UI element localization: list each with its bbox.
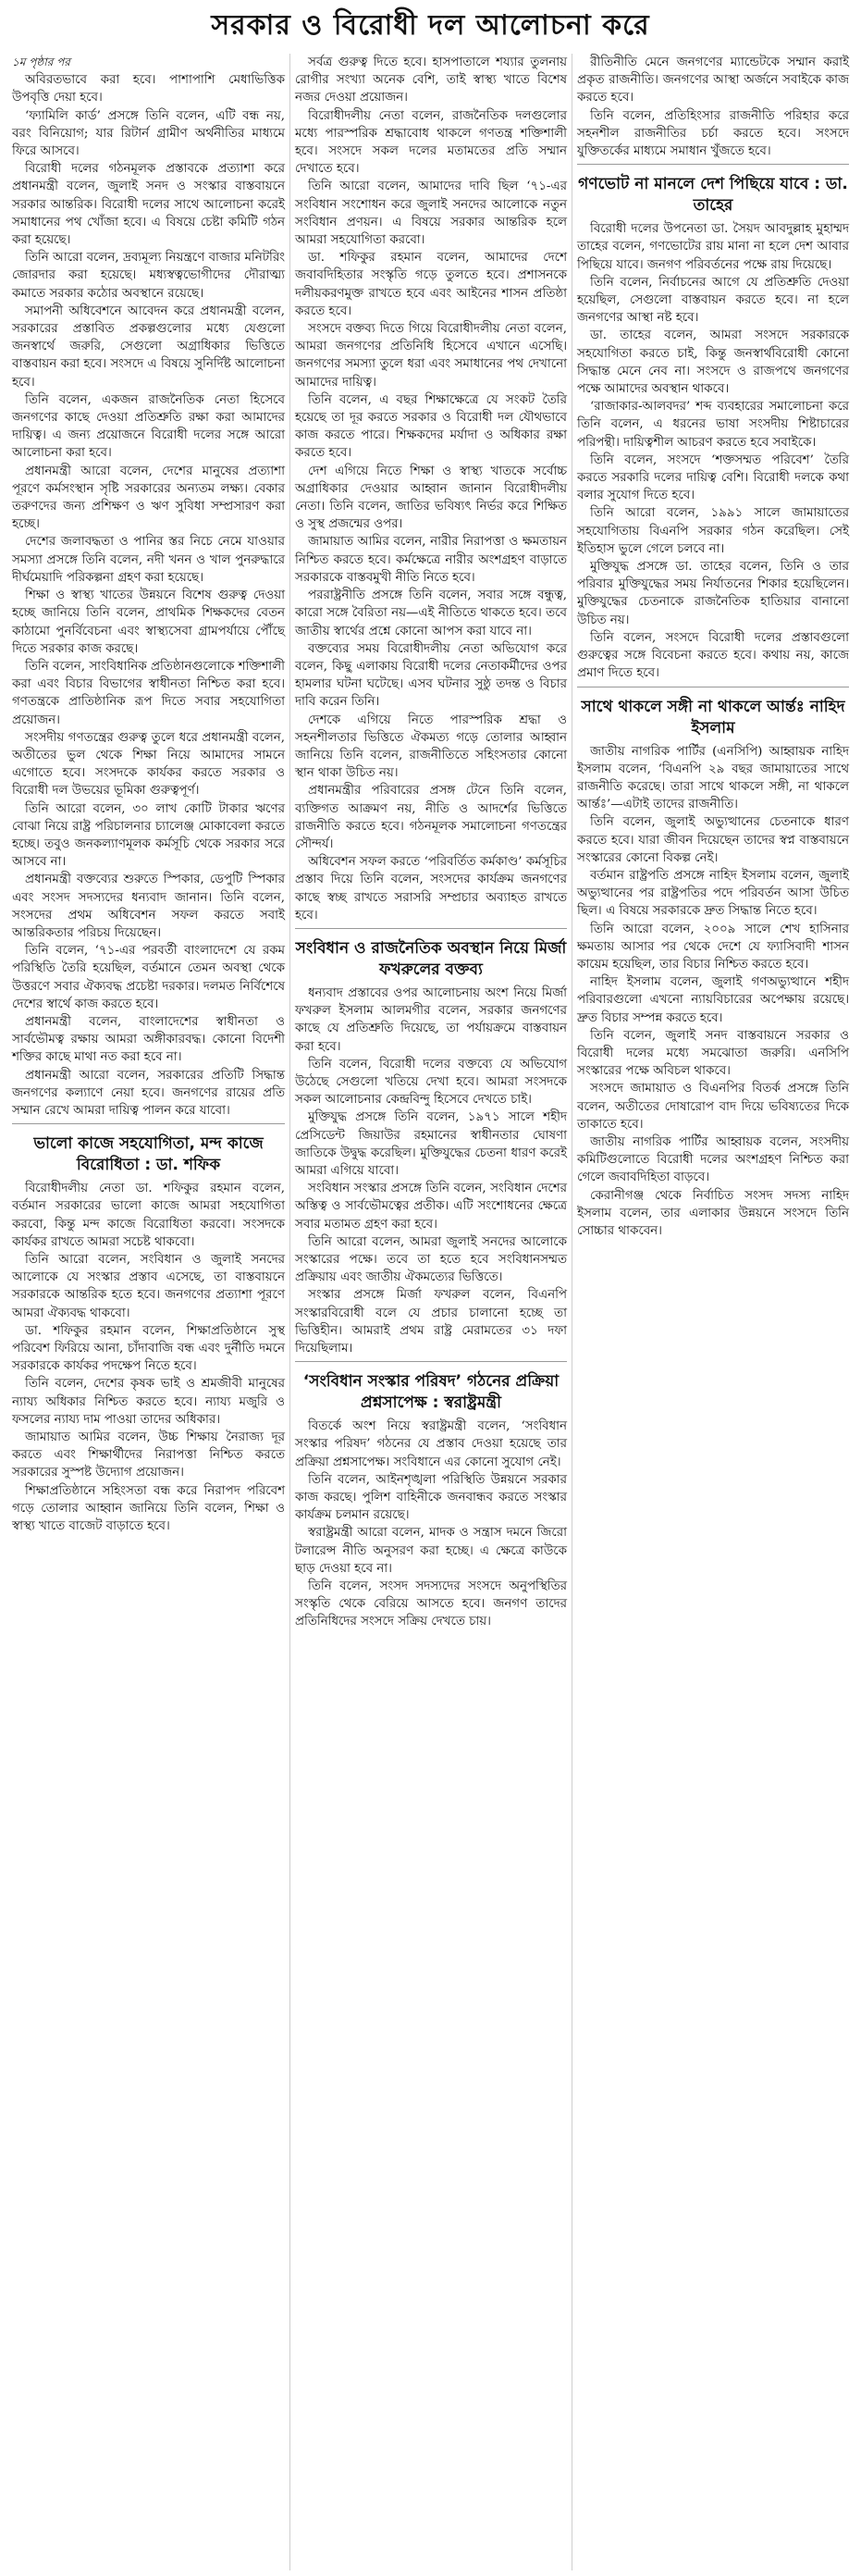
paragraph: দেশের জলাবদ্ধতা ও পানির স্তর নিচে নেমে যাওয়ার সমস্যা প্রসঙ্গে তিনি বলেন, নদী খনন ও খাল পুনরুদ্ধারে দীর্ঘমেয়াদি পরিকল্পনা গ্রহণ করা হয়েছে। xyxy=(12,535,285,585)
paragraph: সংসদে জামায়াত ও বিএনপির বিতর্ক প্রসঙ্গে তিনি বলেন, অতীতের দোষারোপ বাদ দিয়ে ভবিষ্যতের দিকে তাকাতে হবে। xyxy=(577,1082,849,1132)
paragraph: সর্বত্র গুরুত্ব দিতে হবে। হাসপাতালে শয্যার তুলনায় রোগীর সংখ্যা অনেক বেশি, তাই স্বাস্থ্য খাতে বিশেষ নজর দেওয়া প্রয়োজন। xyxy=(295,56,567,105)
paragraph: তিনি বলেন, নির্বাচনের আগে যে প্রতিশ্রুতি দেওয়া হয়েছিল, সেগুলো বাস্তবায়ন করতে হবে। না হলে জনগণের আস্থা নষ্ট হবে। xyxy=(577,275,849,326)
article-headline: সরকার ও বিরোধী দল আলোচনা করে xyxy=(211,9,650,42)
column-3 xyxy=(572,54,854,2570)
column-1 xyxy=(7,54,289,2570)
paragraph: অবিরতভাবে করা হবে। পাশাপাশি মেধাভিত্তিক উপবৃত্তি দেয়া হবে। xyxy=(12,73,285,105)
paragraph: ‘রাজাকার-আলবদর’ শব্দ ব্যবহারের সমালোচনা করে তিনি বলেন, এ ধরনের ভাষা সংসদীয় শিষ্টাচারের পরিপন্থী। দায়িত্বশীল আচরণ করতে হবে সবাইকে। xyxy=(577,400,849,450)
paragraph: স্বরাষ্ট্রমন্ত্রী আরো বলেন, মাদক ও সন্ত্রাস দমনে জিরো টলারেন্স নীতি অনুসরণ করা হচ্ছে। এ ক্ষেত্রে কাউকে ছাড় দেওয়া হবে না। xyxy=(295,1526,567,1576)
subsection-fakhrul xyxy=(295,928,567,1357)
paragraph: জাতীয় নাগরিক পার্টির আহ্বায়ক বলেন, সংসদীয় কমিটিগুলোতে বিরোধী দলের অংশগ্রহণ নিশ্চিত করা গেলে জবাবদিহিতা বাড়বে। xyxy=(577,1134,849,1185)
paragraph: তিনি বলেন, জুলাই অভ্যুত্থানের চেতনাকে ধারণ করতে হবে। যারা জীবন দিয়েছেন তাদের স্বপ্ন বাস্তবায়নে সংস্কারের কোনো বিকল্প নেই। xyxy=(577,815,849,865)
paragraph: সমাপনী অধিবেশনে আবেদন করে প্রধানমন্ত্রী বলেন, সরকারের প্রস্তাবিত প্রকল্পগুলোর মধ্যে যেগুলো জনস্বার্থে জরুরি, সেগুলো অগ্রাধিকার ভিত্তিতে বাস্তবায়ন করা হবে। সংসদে এ বিষয়ে সুনির্দিষ্ট আলোচনা হবে। xyxy=(12,303,285,390)
paragraph: প্রধানমন্ত্রী বলেন, বাংলাদেশের স্বাধীনতা ও সার্বভৌমত্ব রক্ষায় আমরা অঙ্গীকারবদ্ধ। কোনো বিদেশী শক্তির কাছে মাথা নত করা হবে না। xyxy=(12,1014,285,1065)
continued-from-label: ১ম পৃষ্ঠার পর xyxy=(12,56,70,68)
paragraph: তিনি আরো বলেন, আমাদের দাবি ছিল ‘৭১-এর সংবিধান সংশোধন করে জুলাই সনদের আলোকে নতুন সংবিধান প্রণয়ন। এ বিষয়ে সরকার আন্তরিক হলে আমরা সহযোগিতা করবো। xyxy=(295,180,567,248)
paragraph: তিনি আরো বলেন, ১৯৯১ সালে জামায়াতের সহযোগিতায় বিএনপি সরকার গঠন করেছিল। সেই ইতিহাস ভুলে গেলে চলবে না। xyxy=(577,506,849,556)
subheading: ভালো কাজে সহযোগিতা, মন্দ কাজে বিরোধিতা : ডা. শফিক xyxy=(33,1134,264,1175)
paragraph: প্রধানমন্ত্রী আরো বলেন, সরকারের প্রতিটি সিদ্ধান্ত জনগণের কল্যাণে নেয়া হবে। জনগণের রায়ের প্রতি সম্মান রেখে আমরা দায়িত্ব পালন করে যাবো। xyxy=(12,1068,285,1118)
paragraph: তিনি আরো বলেন, দ্রব্যমূল্য নিয়ন্ত্রণে বাজার মনিটরিং জোরদার করা হয়েছে। মধ্যস্বত্বভোগীদের দৌরাত্ম্য কমাতে সরকার কঠোর অবস্থানে রয়েছে। xyxy=(12,251,285,301)
paragraph: জামায়াত আমির বলেন, উচ্চ শিক্ষায় নৈরাজ্য দূর করতে এবং শিক্ষার্থীদের নিরাপত্তা নিশ্চিত করতে সরকারের সুস্পষ্ট উদ্যোগ প্রয়োজন। xyxy=(12,1430,285,1480)
subheading: গণভোট না মানলে দেশ পিছিয়ে যাবে : ডা. তাহের xyxy=(578,175,848,216)
paragraph: তিনি বলেন, সংসদে বিরোধী দলের প্রস্তাবগুলো গুরুত্বের সঙ্গে বিবেচনা করতে হবে। কথায় নয়, কাজে প্রমাণ দিতে হবে। xyxy=(577,630,849,681)
paragraph: তিনি আরো বলেন, আমরা জুলাই সনদের আলোকে সংস্কারের পক্ষে। তবে তা হতে হবে সংবিধানসম্মত প্রক্রিয়ায় এবং জাতীয় ঐকমত্যের ভিত্তিতে। xyxy=(295,1234,567,1285)
paragraph: সংসদীয় গণতন্ত্রের গুরুত্ব তুলে ধরে প্রধানমন্ত্রী বলেন, অতীতের ভুল থেকে শিক্ষা নিয়ে আমাদের সামনে এগোতে হবে। সংসদকে কার্যকর করতে সরকার ও বিরোধী দল উভয়ের ভূমিকা গুরুত্বপূর্ণ। xyxy=(12,730,285,799)
article-columns xyxy=(7,54,854,2570)
paragraph: তিনি বলেন, সংসদ সদস্যদের সংসদে অনুপস্থিতির সংস্কৃতি থেকে বেরিয়ে আসতে হবে। জনগণ তাদের প্রতিনিধিদের সংসদে সক্রিয় দেখতে চায়। xyxy=(295,1579,567,1629)
paragraph: তিনি বলেন, এ বছর শিক্ষাক্ষেত্রে যে সংকট তৈরি হয়েছে তা দূর করতে সরকার ও বিরোধী দল যৌথভাবে কাজ করতে পারে। শিক্ষকদের মর্যাদা ও অধিকার রক্ষা করতে হবে। xyxy=(295,392,567,461)
paragraph: ‘ফ্যামিলি কার্ড’ প্রসঙ্গে তিনি বলেন, এটি বন্ধ নয়, বরং বিনিয়োগ; যার রিটার্ন গ্রামীণ অর্থনীতির মাধ্যমে ফিরে আসবে। xyxy=(12,108,285,159)
subsection-shafiq xyxy=(12,1123,285,1535)
paragraph: ডা. তাহের বলেন, আমরা সংসদে সরকারকে সহযোগিতা করতে চাই, কিন্তু জনস্বার্থবিরোধী কোনো সিদ্ধান্ত মেনে নেব না। সংসদে ও রাজপথে জনগণের পক্ষে আমাদের অবস্থান থাকবে। xyxy=(577,328,849,397)
subheading: ‘সংবিধান সংস্কার পরিষদ’ গঠনের প্রক্রিয়া প্রশ্নসাপেক্ষ : স্বরাষ্ট্রমন্ত্রী xyxy=(302,1372,560,1413)
paragraph: তিনি আরো বলেন, ২০০৯ সালে শেখ হাসিনার ক্ষমতায় আসার পর থেকে দেশে যে ফ্যাসিবাদী শাসন কায়েম হয়েছিল, তার বিচার নিশ্চিত করতে হবে। xyxy=(577,922,849,972)
paragraph: সংসদে বক্তব্য দিতে গিয়ে বিরোধীদলীয় নেতা বলেন, আমরা জনগণের প্রতিনিধি হিসেবে এখানে এসেছি। জনগণের সমস্যা তুলে ধরা এবং সমাধানের পথ দেখানো আমাদের দায়িত্ব। xyxy=(295,322,567,390)
paragraph: তিনি বলেন, সাংবিধানিক প্রতিষ্ঠানগুলোকে শক্তিশালী করা এবং বিচার বিভাগের স্বাধীনতা নিশ্চিত করা হবে। গণতন্ত্রকে প্রাতিষ্ঠানিক রূপ দিতে সবার সহযোগিতা প্রয়োজন। xyxy=(12,659,285,727)
paragraph: সংস্কার প্রসঙ্গে মির্জা ফখরুল বলেন, বিএনপি সংস্কারবিরোধী বলে যে প্রচার চালানো হচ্ছে তা ভিত্তিহীন। আমরাই প্রথম রাষ্ট্র মেরামতের ৩১ দফা দিয়েছিলাম। xyxy=(295,1288,567,1356)
subsection-nahid xyxy=(577,687,849,1241)
paragraph: তিনি বলেন, আইনশৃঙ্খলা পরিস্থিতি উন্নয়নে সরকার কাজ করছে। পুলিশ বাহিনীকে জনবান্ধব করতে সংস্কার কার্যক্রম চলমান রয়েছে। xyxy=(295,1472,567,1523)
paragraph: বিতর্কে অংশ নিয়ে স্বরাষ্ট্রমন্ত্রী বলেন, ‘সংবিধান সংস্কার পরিষদ’ গঠনের যে প্রস্তাব দেওয়া হয়েছে তার প্রক্রিয়া প্রশ্নসাপেক্ষ। সংবিধানে এর কোনো সুযোগ নেই। xyxy=(295,1419,567,1469)
subsection-taher xyxy=(577,164,849,682)
column-2 xyxy=(289,54,572,2570)
subheading: সাথে থাকলে সঙ্গী না থাকলে আর্ন্তঃ নাহিদ ইসলাম xyxy=(581,697,845,737)
paragraph: তিনি বলেন, প্রতিহিংসার রাজনীতি পরিহার করে সহনশীল রাজনীতির চর্চা করতে হবে। সংসদে যুক্তিতর্কের মাধ্যমে সমাধান খুঁজতে হবে। xyxy=(577,108,849,159)
paragraph: অধিবেশন সফল করতে ‘পরিবর্তিত কর্মকাণ্ড’ কর্মসূচির প্রস্তাব দিয়ে তিনি বলেন, সংসদের কার্যক্রম জনগণের কাছে স্বচ্ছ রাখতে সরাসরি সম্প্রচার অব্যাহত রাখতে হবে। xyxy=(295,855,567,923)
paragraph: তিনি আরো বলেন, ৩০ লাখ কোটি টাকার ঋণের বোঝা নিয়ে রাষ্ট্র পরিচালনার চ্যালেঞ্জ মোকাবেলা করতে হচ্ছে। তবুও জনকল্যাণমূলক কর্মসূচি থেকে সরকার সরে আসবে না। xyxy=(12,801,285,870)
paragraph: ধন্যবাদ প্রস্তাবের ওপর আলোচনায় অংশ নিয়ে মির্জা ফখরুল ইসলাম আলমগীর বলেন, সরকার জনগণের কাছে যে প্রতিশ্রুতি দিয়েছে, তা পর্যায়ক্রমে বাস্তবায়ন করা হবে। xyxy=(295,985,567,1054)
paragraph: জাতীয় নাগরিক পার্টির (এনসিপি) আহ্বায়ক নাহিদ ইসলাম বলেন, ‘বিএনপি ২৯ বছর জামায়াতের সাথে রাজনীতি করেছে। তারা সাথে থাকলে সঙ্গী, না থাকলে আর্ন্তঃ’—এটাই তাদের রাজনীতি। xyxy=(577,744,849,812)
paragraph: বিরোধী দলের উপনেতা ডা. সৈয়দ আবদুল্লাহ মুহাম্মদ তাহের বলেন, গণভোটের রায় মানা না হলে দেশ আবার পিছিয়ে যাবে। জনগণ পরিবর্তনের পক্ষে রায় দিয়েছে। xyxy=(577,222,849,272)
paragraph: জামায়াত আমির বলেন, নারীর নিরাপত্তা ও ক্ষমতায়ন নিশ্চিত করতে হবে। কর্মক্ষেত্রে নারীর অংশগ্রহণ বাড়াতে সরকারকে বাস্তবমুখী নীতি নিতে হবে। xyxy=(295,535,567,585)
paragraph: তিনি বলেন, দেশের কৃষক ভাই ও শ্রমজীবী মানুষের ন্যায্য অধিকার নিশ্চিত করতে হবে। ন্যায্য মজুরি ও ফসলের ন্যায্য দাম পাওয়া তাদের অধিকার। xyxy=(12,1377,285,1427)
paragraph: কেরানীগঞ্জ থেকে নির্বাচিত সংসদ সদস্য নাহিদ ইসলাম বলেন, তার এলাকার উন্নয়নে সংসদে তিনি সোচ্চার থাকবেন। xyxy=(577,1188,849,1238)
paragraph: বর্তমান রাষ্ট্রপতি প্রসঙ্গে নাহিদ ইসলাম বলেন, জুলাই অভ্যুত্থানের পর রাষ্ট্রপতির পদে পরিবর্তন আসা উচিত ছিল। এ বিষয়ে সরকারকে দ্রুত সিদ্ধান্ত নিতে হবে। xyxy=(577,868,849,919)
paragraph: তিনি বলেন, একজন রাজনৈতিক নেতা হিসেবে জনগণের কাছে দেওয়া প্রতিশ্রুতি রক্ষা করা আমাদের দায়িত্ব। এ জন্য প্রয়োজনে বিরোধী দলের সঙ্গে আরো আলোচনা করা হবে। xyxy=(12,392,285,461)
subheading: সংবিধান ও রাজনৈতিক অবস্থান নিয়ে মির্জা ফখরুলের বক্তব্য xyxy=(295,938,567,979)
paragraph: তিনি আরো বলেন, সংবিধান ও জুলাই সনদের আলোকে যে সংস্কার প্রস্তাব এসেছে, তা বাস্তবায়নে সরকারকে আন্তরিক হতে হবে। জনগণের প্রত্যাশা পূরণে আমরা ঐক্যবদ্ধ থাকবো। xyxy=(12,1253,285,1320)
paragraph: শিক্ষাপ্রতিষ্ঠানে সহিংসতা বন্ধ করে নিরাপদ পরিবেশ গড়ে তোলার আহ্বান জানিয়ে তিনি বলেন, শিক্ষা ও স্বাস্থ্য খাতে বাজেট বাড়াতে হবে। xyxy=(12,1483,285,1534)
paragraph: শিক্ষা ও স্বাস্থ্য খাতের উন্নয়নে বিশেষ গুরুত্ব দেওয়া হচ্ছে জানিয়ে তিনি বলেন, প্রাথমিক শিক্ষকদের বেতন কাঠামো পুনর্বিবেচনা এবং স্বাস্থ্যসেবা গ্রামপর্যায়ে পৌঁছে দিতে সরকার কাজ করছে। xyxy=(12,588,285,656)
paragraph: সংবিধান সংস্কার প্রসঙ্গে তিনি বলেন, সংবিধান দেশের অস্তিত্ব ও সার্বভৌমত্বের প্রতীক। এটি সংশোধনের ক্ষেত্রে সবার মতামত গ্রহণ করা হবে। xyxy=(295,1182,567,1232)
paragraph: তিনি বলেন, ‘৭১-এর পরবর্তী বাংলাদেশে যে রকম পরিস্থিতি তৈরি হয়েছিল, বর্তমানে তেমন অবস্থা থেকে উত্তরণে সবার ঐক্যবদ্ধ প্রচেষ্টা দরকার। দলমত নির্বিশেষে দেশের স্বার্থে কাজ করতে হবে। xyxy=(12,944,285,1011)
paragraph: রীতিনীতি মেনে জনগণের ম্যান্ডেটকে সম্মান করাই প্রকৃত রাজনীতি। জনগণের আস্থা অর্জনে সবাইকে কাজ করতে হবে। xyxy=(577,56,849,105)
paragraph: প্রধানমন্ত্রী আরো বলেন, দেশের মানুষের প্রত্যাশা পূরণে কর্মসংস্থান সৃষ্টি সরকারের অন্যতম লক্ষ্য। বেকার তরুণদের জন্য প্রশিক্ষণ ও ঋণ সুবিধা সম্প্রসারণ করা হচ্ছে। xyxy=(12,464,285,532)
paragraph: তিনি বলেন, সংসদে ‘শক্তসম্মত পরিবেশ’ তৈরি করতে সরকারি দলের দায়িত্ব বেশি। বিরোধী দলকে কথা বলার সুযোগ দিতে হবে। xyxy=(577,452,849,503)
paragraph: দেশ এগিয়ে নিতে শিক্ষা ও স্বাস্থ্য খাতকে সর্বোচ্চ অগ্রাধিকার দেওয়ার আহ্বান জানান বিরোধীদলীয় নেতা। তিনি বলেন, জাতির ভবিষ্যৎ নির্ভর করে শিক্ষিত ও সুস্থ প্রজন্মের ওপর। xyxy=(295,464,567,532)
subsection-home-minister xyxy=(295,1361,567,1630)
paragraph: দেশকে এগিয়ে নিতে পারস্পরিক শ্রদ্ধা ও সহনশীলতার ভিত্তিতে ঐকমত্য গড়ে তোলার আহ্বান জানিয়ে তিনি বলেন, রাজনীতিতে সহিংসতার কোনো স্থান থাকা উচিত নয়। xyxy=(295,712,567,781)
paragraph: প্রধানমন্ত্রী বক্তব্যের শুরুতে স্পিকার, ডেপুটি স্পিকার এবং সংসদ সদস্যদের ধন্যবাদ জানান। তিনি বলেন, সংসদের প্রথম অধিবেশন সফল করতে সবাই আন্তরিকতার পরিচয় দিয়েছেন। xyxy=(12,873,285,940)
paragraph: ডা. শফিকুর রহমান বলেন, শিক্ষাপ্রতিষ্ঠানে সুস্থ পরিবেশ ফিরিয়ে আনা, চাঁদাবাজি বন্ধ এবং দুর্নীতি দমনে সরকারকে কার্যকর পদক্ষেপ নিতে হবে। xyxy=(12,1323,285,1374)
paragraph: মুক্তিযুদ্ধ প্রসঙ্গে ডা. তাহের বলেন, তিনি ও তার পরিবার মুক্তিযুদ্ধের সময় নির্যাতনের শিকার হয়েছিলেন। মুক্তিযুদ্ধের চেতনাকে রাজনৈতিক হাতিয়ার বানানো উচিত নয়। xyxy=(577,560,849,627)
paragraph: বিরোধীদলীয় নেতা ডা. শফিকুর রহমান বলেন, বর্তমান সরকারের ভালো কাজে আমরা সহযোগিতা করবো, কিন্তু মন্দ কাজে বিরোধিতা করবো। সংসদকে কার্যকর রাখতে আমরা সচেষ্ট থাকবো। xyxy=(12,1182,285,1249)
paragraph: তিনি বলেন, বিরোধী দলের বক্তব্যে যে অভিযোগ উঠেছে সেগুলো খতিয়ে দেখা হবে। আমরা সংসদকে সকল আলোচনার কেন্দ্রবিন্দু হিসেবে দেখতে চাই। xyxy=(295,1057,567,1108)
paragraph: পররাষ্ট্রনীতি প্রসঙ্গে তিনি বলেন, সবার সঙ্গে বন্ধুত্ব, কারো সঙ্গে বৈরিতা নয়—এই নীতিতে থাকতে হবে। তবে জাতীয় স্বার্থের প্রশ্নে কোনো আপস করা যাবে না। xyxy=(295,588,567,638)
paragraph: প্রধানমন্ত্রীর পরিবারের প্রসঙ্গ টেনে তিনি বলেন, ব্যক্তিগত আক্রমণ নয়, নীতি ও আদর্শের ভিত্তিতে রাজনীতি করতে হবে। গঠনমূলক সমালোচনা গণতন্ত্রের সৌন্দর্য। xyxy=(295,784,567,851)
paragraph: নাহিদ ইসলাম বলেন, জুলাই গণঅভ্যুত্থানে শহীদ পরিবারগুলো এখনো ন্যায়বিচারের অপেক্ষায় রয়েছে। দ্রুত বিচার সম্পন্ন করতে হবে। xyxy=(577,975,849,1025)
paragraph: বিরোধী দলের গঠনমূলক প্রস্তাবকে প্রত্যাশা করে প্রধানমন্ত্রী বলেন, জুলাই সনদ ও সংস্কার বাস্তবায়নে সরকার আন্তরিক। বিরোধী দলের সাথে আলোচনা করেই সমাধানের পথ খোঁজা হবে। এ বিষয়ে চেষ্টা কমিটি গঠন করা হয়েছে। xyxy=(12,162,285,248)
paragraph: তিনি বলেন, জুলাই সনদ বাস্তবায়নে সরকার ও বিরোধী দলের মধ্যে সমঝোতা জরুরি। এনসিপি সংস্কারের পক্ষে অবিচল থাকবে। xyxy=(577,1028,849,1079)
paragraph: বিরোধীদলীয় নেতা বলেন, রাজনৈতিক দলগুলোর মধ্যে পারস্পরিক শ্রদ্ধাবোধ থাকলে গণতন্ত্র শক্তিশালী হবে। সংসদে সকল দলের মতামতের প্রতি সম্মান দেখাতে হবে। xyxy=(295,108,567,177)
paragraph: মুক্তিযুদ্ধ প্রসঙ্গে তিনি বলেন, ১৯৭১ সালে শহীদ প্রেসিডেন্ট জিয়াউর রহমানের স্বাধীনতার ঘোষণা জাতিকে উদ্বুদ্ধ করেছিল। মুক্তিযুদ্ধের চেতনা ধারণ করেই আমরা এগিয়ে যাবো। xyxy=(295,1110,567,1178)
paragraph: ডা. শফিকুর রহমান বলেন, আমাদের দেশে জবাবদিহিতার সংস্কৃতি গড়ে তুলতে হবে। প্রশাসনকে দলীয়করণমুক্ত রাখতে হবে এবং আইনের শাসন প্রতিষ্ঠা করতে হবে। xyxy=(295,251,567,318)
paragraph: বক্তব্যের সময় বিরোধীদলীয় নেতা অভিযোগ করে বলেন, কিছু এলাকায় বিরোধী দলের নেতাকর্মীদের ওপর হামলার ঘটনা ঘটেছে। এসব ঘটনার সুষ্ঠু তদন্ত ও বিচার দাবি করেন তিনি। xyxy=(295,641,567,710)
